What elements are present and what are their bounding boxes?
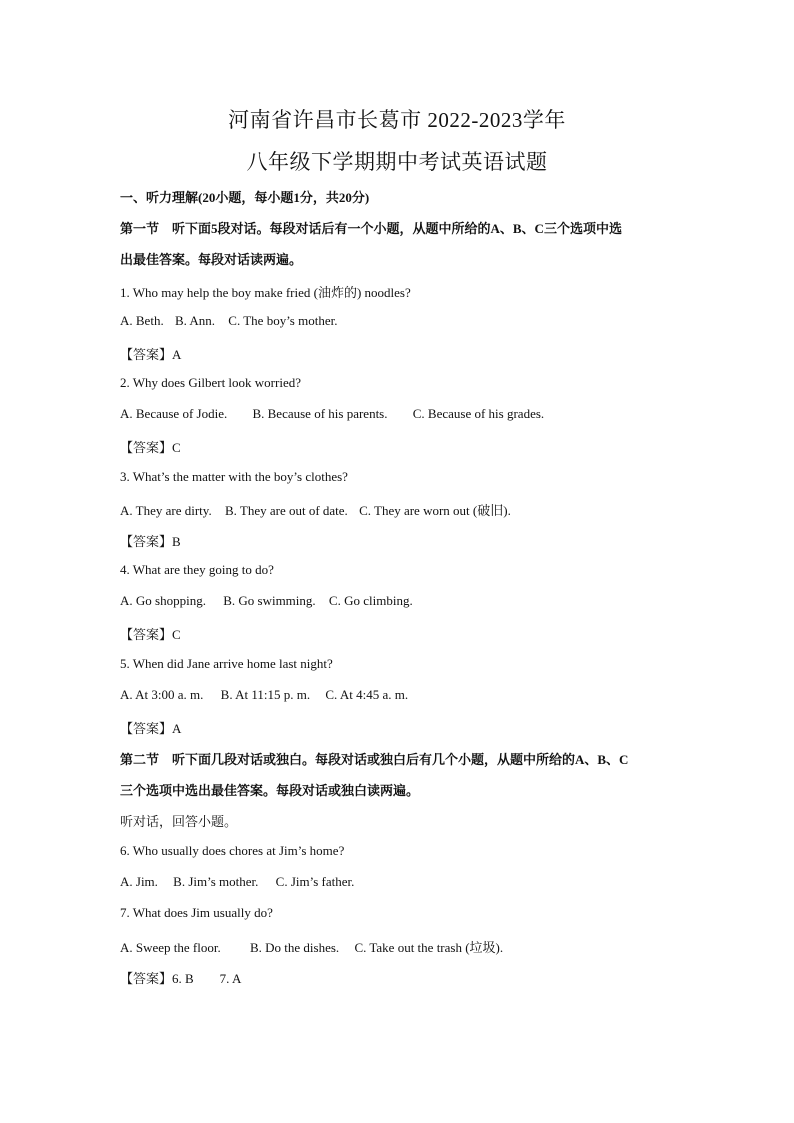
option-a: A. They are dirty. — [120, 503, 212, 518]
option-c: C. At 4:45 a. m. — [325, 687, 409, 702]
question-1: 1. Who may help the boy make fried (油炸的) noodles? — [120, 285, 411, 300]
option-b: B. Ann. — [174, 313, 216, 328]
option-a: A. Beth. — [120, 313, 164, 328]
answer-3: 【答案】B — [120, 534, 181, 549]
question-5-options — [120, 687, 408, 703]
part1-instruction-1: 第一节 听下面5段对话。每段对话后有一个小题，从题中所给的A、B、C三个选项中选 — [120, 221, 622, 236]
part1-instruction-2: 出最佳答案。每段对话读两遍。 — [120, 252, 303, 267]
question-6: 6. Who usually does chores at Jim’s home? — [120, 843, 345, 858]
question-6-options — [120, 874, 354, 890]
title-line-1: 河南省许昌市长葛市 2022-2023学年 — [228, 108, 566, 132]
answer-5: 【答案】A — [120, 721, 182, 736]
answer-1: 【答案】A — [120, 347, 182, 362]
question-1-options — [120, 313, 337, 329]
part2-instruction-1: 第二节 听下面几段对话或独白。每段对话或独白后有几个小题，从题中所给的A、B、C — [120, 752, 629, 767]
part2-instruction-2: 三个选项中选出最佳答案。每段对话或独白读两遍。 — [120, 783, 420, 798]
option-b: B. Do the dishes. — [249, 940, 340, 955]
option-a: A. At 3:00 a. m. — [120, 687, 204, 702]
option-c: C. Go climbing. — [328, 593, 413, 608]
option-a: A. Sweep the floor. — [120, 940, 221, 955]
answer-6-7: 【答案】6. B 7. A — [120, 971, 242, 986]
question-3-options — [120, 500, 511, 519]
question-2: 2. Why does Gilbert look worried? — [120, 375, 301, 390]
option-b: B. Jim’s mother. — [173, 874, 259, 889]
question-3: 3. What’s the matter with the boy’s clothes? — [120, 469, 348, 484]
option-a: A. Jim. — [120, 874, 158, 889]
option-b: B. Go swimming. — [223, 593, 316, 608]
option-c: C. Take out the trash (垃圾). — [354, 940, 504, 955]
option-c: C. Because of his grades. — [412, 406, 545, 421]
question-5: 5. When did Jane arrive home last night? — [120, 656, 333, 671]
listening-instruction: 听对话，回答小题。 — [120, 814, 238, 829]
option-a: A. Because of Jodie. — [120, 406, 228, 421]
question-4-options — [120, 593, 413, 609]
question-4: 4. What are they going to do? — [120, 562, 274, 577]
option-c: C. They are worn out (破旧). — [359, 503, 511, 518]
option-b: B. At 11:15 p. m. — [220, 687, 311, 702]
question-7: 7. What does Jim usually do? — [120, 905, 273, 920]
question-7-options — [120, 937, 503, 956]
option-c: C. The boy’s mother. — [228, 313, 338, 328]
option-b: B. They are out of date. — [224, 503, 348, 518]
option-a: A. Go shopping. — [120, 593, 206, 608]
section-heading: 一、听力理解(20小题，每小题1分，共20分) — [120, 190, 370, 205]
answer-2: 【答案】C — [120, 440, 181, 455]
option-b: B. Because of his parents. — [252, 406, 388, 421]
answer-4: 【答案】C — [120, 627, 181, 642]
title-line-2: 八年级下学期期中考试英语试题 — [246, 150, 548, 174]
option-c: C. Jim’s father. — [275, 874, 355, 889]
question-2-options — [120, 406, 544, 422]
